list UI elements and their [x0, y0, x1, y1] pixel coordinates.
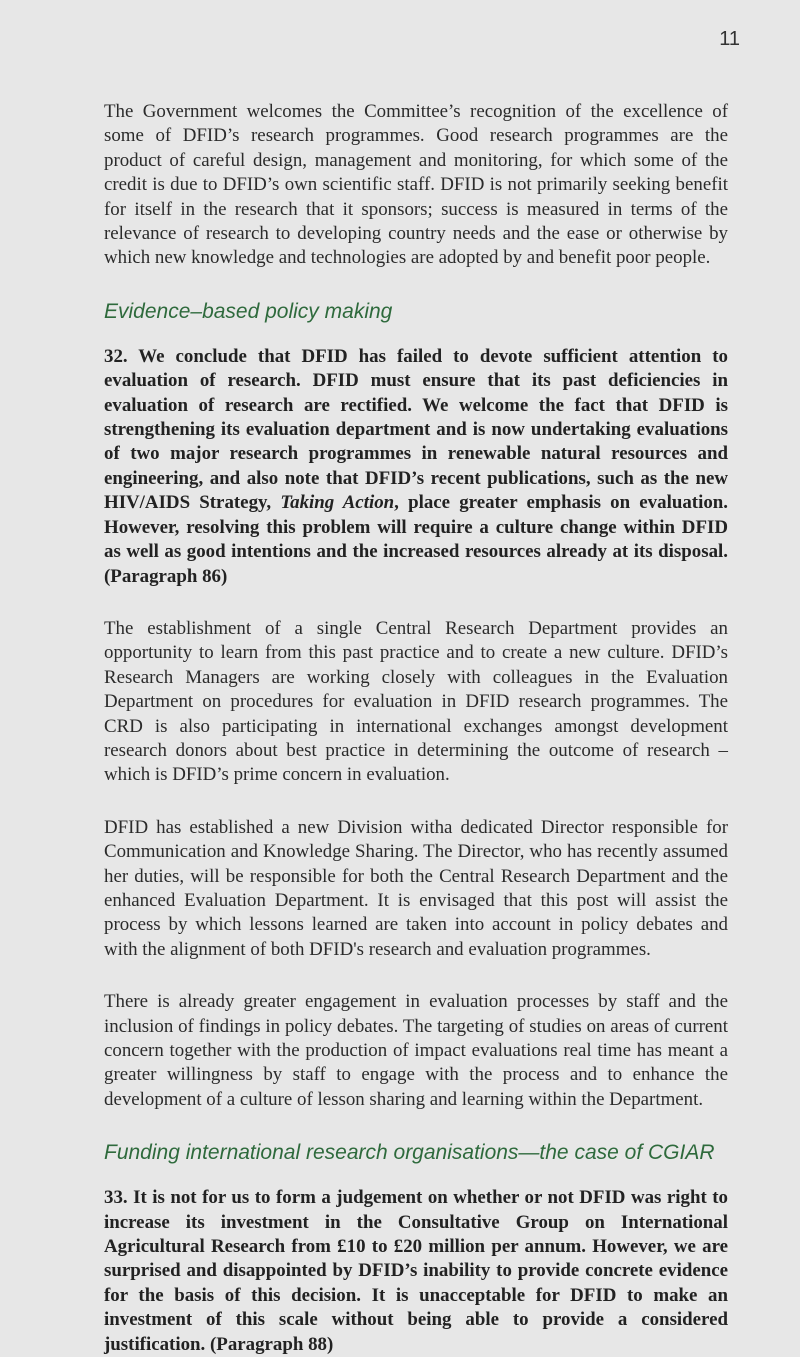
government-response-paragraph: The Government welcomes the Committee’s recognition of the excellence of some of DFID’s research programmes. Good research programmes are the product of careful design, management and monitoring, for which some of the credit is due to DFID’s own scientific staff. DFID is not primarily seeking benefit for itself in the research that it sponsors; success is measured in terms of the relevance of research to developing country needs and the ease or otherwise by which new knowledge and technologies are adopted by and benefit poor people. [104, 101, 728, 269]
section-heading-evidence-based-policy: Evidence–based policy making [104, 299, 393, 323]
publication-title: Taking Action [280, 492, 395, 514]
conclusion-32-text-end: , place greater emphasis on evaluation. However, resolving this problem will require a culture change within DFID as well as good intentions and the increased resources already at its disposal. (Paragraph 86) [104, 492, 728, 587]
section-heading-funding-cgiar: Funding international research organisations—the case of CGIAR [104, 1141, 715, 1165]
response-paragraph-division: DFID has established a new Division witha dedicated Director responsible for Communication and Knowledge Sharing. The Director, who has recently assumed her duties, will be responsible for both the Central Research Department and the enhanced Evaluation Department. It is envisaged that this post will assist the process by which lessons learned are taken into account in policy debates and with the alignment of both DFID's research and evaluation programmes. [104, 816, 728, 960]
response-paragraph-engagement: There is already greater engagement in evaluation processes by staff and the inclusion of findings in policy debates. The targeting of studies on areas of current concern together with the production of impact evaluations real time has meant a greater willingness by staff to engage with the process and to enhance the development of a culture of lesson sharing and learning within the Department. [104, 991, 728, 1110]
response-paragraph-crd: The establishment of a single Central Research Department provides an opportunity to learn from this past practice and to create a new culture. DFID’s Research Managers are working closely with colleagues in the Evaluation Department on procedures for evaluation in DFID research programmes. The CRD is also participating in international exchanges amongst development research donors about best practice in determining the outcome of research – which is DFID’s prime concern in evaluation. [104, 617, 728, 786]
conclusion-paragraph-32 [104, 345, 728, 589]
conclusion-32-text-start: 32. We conclude that DFID has failed to devote sufficient attention to evaluation of research. DFID must ensure that its past deficiencies in evaluation of research are rectified. We welcome the fact that DFID is strengthening its evaluation department and is now undertaking evaluations of two major research programmes in renewable natural resources and engineering, and also note that DFID’s recent publications, such as the new HIV/AIDS Strategy, [104, 345, 728, 514]
page-number: 11 [719, 28, 740, 50]
conclusion-paragraph-33: 33. It is not for us to form a judgement on whether or not DFID was right to increase its investment in the Consultative Group on International Agricultural Research from £10 to £20 million per annum. However, we are surprised and disappointed by DFID’s inability to provide concrete evidence for the basis of this decision. It is unacceptable for DFID to make an investment of this scale without being able to provide a considered justification. (Paragraph 88) [104, 1187, 728, 1355]
